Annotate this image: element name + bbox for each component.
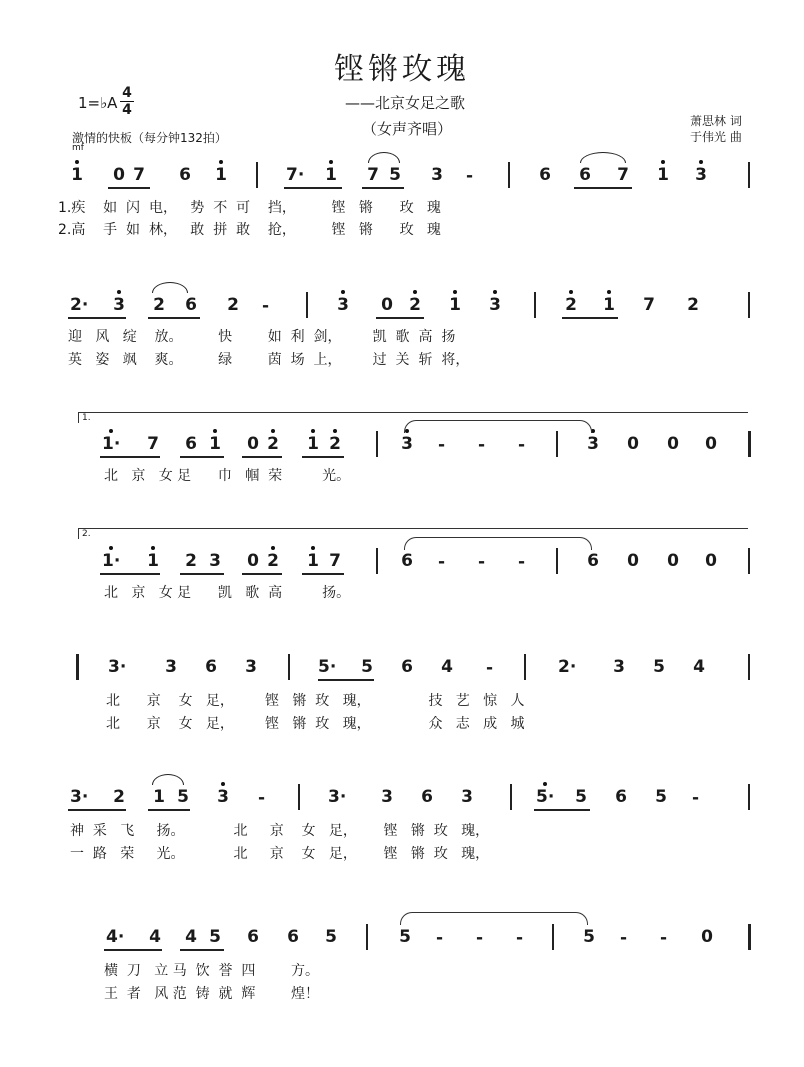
note: 2 <box>113 787 125 807</box>
note: 1 <box>71 165 83 185</box>
note: 4 <box>693 657 705 677</box>
note: 3 <box>461 787 473 807</box>
note: 6 <box>421 787 433 807</box>
beam-underline <box>148 809 190 811</box>
barline <box>534 292 536 318</box>
beam-underline <box>104 949 162 951</box>
barline <box>306 292 308 318</box>
note: 3· <box>108 657 127 677</box>
hold-dash: - <box>466 166 474 186</box>
note: 4 <box>149 927 161 947</box>
beam-underline <box>562 317 618 319</box>
octave-dot <box>221 782 225 786</box>
note: 5 <box>177 787 189 807</box>
key-signature: 1=♭A <box>78 94 118 112</box>
note: 3 <box>217 787 229 807</box>
note: 6 <box>179 165 191 185</box>
octave-dot <box>493 290 497 294</box>
hold-dash: - <box>258 788 266 808</box>
slur <box>152 282 188 293</box>
hold-dash: - <box>692 788 700 808</box>
barline <box>524 654 526 680</box>
note: 0 <box>705 434 717 454</box>
volta-2-bracket: 2. <box>78 528 748 539</box>
beam-underline <box>284 187 342 189</box>
note: 2 <box>329 434 341 454</box>
note: 0 <box>247 551 259 571</box>
lyric-line-7-verse-1: 横 刀 立 马 饮 誉 四 方。 <box>104 963 320 979</box>
note: 5 <box>653 657 665 677</box>
barline <box>510 784 512 810</box>
beam-underline <box>318 679 374 681</box>
note: 0 <box>705 551 717 571</box>
note: 1 <box>657 165 669 185</box>
hold-dash: - <box>476 928 484 948</box>
beam-underline <box>574 187 632 189</box>
lyric-line-6-verse-2: 一 路 荣 光。 北 京 女 足， 铿 锵 玫 瑰， <box>70 846 490 862</box>
note: 7 <box>133 165 145 185</box>
note: 3 <box>401 434 413 454</box>
note: 6 <box>205 657 217 677</box>
octave-dot <box>117 290 121 294</box>
note: 7 <box>367 165 379 185</box>
note: 0 <box>667 551 679 571</box>
octave-dot <box>219 160 223 164</box>
note: 0 <box>667 434 679 454</box>
barline <box>748 784 750 810</box>
beam-underline <box>100 456 160 458</box>
time-signature: 4 4 <box>120 86 134 117</box>
note: 3· <box>70 787 89 807</box>
beam-underline <box>68 809 126 811</box>
note: 1 <box>449 295 461 315</box>
note: 3 <box>587 434 599 454</box>
note: 5 <box>361 657 373 677</box>
final-repeat-bar <box>748 924 751 950</box>
note: 0 <box>113 165 125 185</box>
beam-underline <box>108 187 150 189</box>
note: 1 <box>603 295 615 315</box>
slur <box>152 774 184 785</box>
note: 2 <box>267 434 279 454</box>
hold-dash: - <box>660 928 668 948</box>
hold-dash: - <box>436 928 444 948</box>
octave-dot <box>661 160 665 164</box>
lyric-line-5-verse-1: 北 京 女 足， 铿 锵 玫 瑰， 技 艺 惊 人 <box>106 693 525 709</box>
beam-underline <box>362 187 404 189</box>
note: 0 <box>627 434 639 454</box>
barline <box>748 654 750 680</box>
note: 7 <box>617 165 629 185</box>
note: 7 <box>643 295 655 315</box>
barline <box>552 924 554 950</box>
lyric-line-5-verse-2: 北 京 女 足， 铿 锵 玫 瑰， 众 志 成 城 <box>106 716 525 732</box>
note: 5 <box>575 787 587 807</box>
hold-dash: - <box>518 435 526 455</box>
note: 3· <box>328 787 347 807</box>
note: 5 <box>325 927 337 947</box>
note: 6 <box>539 165 551 185</box>
note: 2 <box>687 295 699 315</box>
barline <box>556 548 558 574</box>
octave-dot <box>311 546 315 550</box>
barline <box>376 431 378 457</box>
octave-dot <box>341 290 345 294</box>
octave-dot <box>213 429 217 433</box>
note: 1 <box>325 165 337 185</box>
octave-dot <box>109 429 113 433</box>
hold-dash: - <box>262 296 270 316</box>
note: 3 <box>165 657 177 677</box>
barline <box>748 162 750 188</box>
lyricist-credit: 萧思林 词 <box>690 114 742 128</box>
note: 7 <box>329 551 341 571</box>
note: 3 <box>489 295 501 315</box>
octave-dot <box>271 546 275 550</box>
barline <box>256 162 258 188</box>
song-subtitle: ——北京女足之歌 <box>345 94 466 112</box>
note: 1· <box>102 551 121 571</box>
barline <box>376 548 378 574</box>
beam-underline <box>534 809 590 811</box>
hold-dash: - <box>438 552 446 572</box>
note: 6 <box>401 657 413 677</box>
octave-dot <box>413 290 417 294</box>
note: 3 <box>245 657 257 677</box>
beam-underline <box>302 573 344 575</box>
note: 2 <box>227 295 239 315</box>
note: 6 <box>587 551 599 571</box>
beam-underline <box>68 317 126 319</box>
note: 0 <box>627 551 639 571</box>
tie <box>400 912 588 925</box>
barline <box>748 292 750 318</box>
volta-1-bracket: 1. <box>78 412 748 423</box>
octave-dot <box>569 290 573 294</box>
note: 4· <box>106 927 125 947</box>
beam-underline <box>148 317 200 319</box>
beam-underline <box>302 456 344 458</box>
note: 5 <box>389 165 401 185</box>
beam-underline <box>180 949 224 951</box>
note: 1 <box>147 551 159 571</box>
note: 3 <box>113 295 125 315</box>
beam-underline <box>100 573 160 575</box>
note: 0 <box>381 295 393 315</box>
tempo-marking: 激情的快板（每分钟132拍） <box>72 131 227 145</box>
note: 2 <box>267 551 279 571</box>
start-repeat-bar <box>76 654 79 680</box>
octave-dot <box>607 290 611 294</box>
octave-dot <box>109 546 113 550</box>
note: 5· <box>318 657 337 677</box>
hold-dash: - <box>620 928 628 948</box>
lyric-line-4: 北 京 女 足 凯 歌 高 扬。 <box>104 585 351 601</box>
note: 6 <box>185 434 197 454</box>
lyric-line-1-verse-1: 1.疾 如 闪 电， 势 不 可 挡， 铿 锵 玫 瑰 <box>58 200 441 216</box>
note: 4 <box>185 927 197 947</box>
barline <box>298 784 300 810</box>
note: 2 <box>409 295 421 315</box>
note: 7 <box>147 434 159 454</box>
octave-dot <box>311 429 315 433</box>
slur <box>368 152 400 163</box>
lyric-line-2-verse-2: 英 姿 飒 爽。 绿 茵 场 上， 过 关 斩 将， <box>68 352 470 368</box>
hold-dash: - <box>478 435 486 455</box>
note: 5 <box>399 927 411 947</box>
final-repeat-bar <box>748 431 751 457</box>
performance-note: （女声齐唱） <box>362 120 453 138</box>
note: 2 <box>153 295 165 315</box>
note: 3 <box>381 787 393 807</box>
note: 1 <box>215 165 227 185</box>
note: 3 <box>209 551 221 571</box>
octave-dot <box>75 160 79 164</box>
hold-dash: - <box>516 928 524 948</box>
note: 1 <box>153 787 165 807</box>
note: 4 <box>441 657 453 677</box>
note: 5 <box>209 927 221 947</box>
composer-credit: 于伟光 曲 <box>690 130 742 144</box>
hold-dash: - <box>518 552 526 572</box>
note: 2· <box>558 657 577 677</box>
dynamic-marking: mf <box>72 143 84 153</box>
note: 2 <box>565 295 577 315</box>
barline <box>748 548 750 574</box>
note: 5 <box>655 787 667 807</box>
lyric-line-1-verse-2: 2.高 手 如 林， 敢 拼 敢 抢， 铿 锵 玫 瑰 <box>58 222 441 238</box>
barline <box>556 431 558 457</box>
octave-dot <box>329 160 333 164</box>
hold-dash: - <box>486 658 494 678</box>
hold-dash: - <box>438 435 446 455</box>
note: 2 <box>185 551 197 571</box>
beam-underline <box>376 317 424 319</box>
note: 0 <box>701 927 713 947</box>
lyric-line-2-verse-1: 迎 风 绽 放。 快 如 利 剑， 凯 歌 高 扬 <box>68 329 456 345</box>
beam-underline <box>242 573 282 575</box>
lyric-line-6-verse-1: 神 采 飞 扬。 北 京 女 足， 铿 锵 玫 瑰， <box>70 823 490 839</box>
note: 6 <box>247 927 259 947</box>
lyric-line-3: 北 京 女 足 巾 帼 荣 光。 <box>104 468 351 484</box>
note: 1· <box>102 434 121 454</box>
note: 6 <box>615 787 627 807</box>
note: 5· <box>536 787 555 807</box>
barline <box>366 924 368 950</box>
hold-dash: - <box>478 552 486 572</box>
octave-dot <box>543 782 547 786</box>
octave-dot <box>453 290 457 294</box>
lyric-line-7-verse-2: 王 者 风 范 铸 就 辉 煌！ <box>104 986 320 1002</box>
song-title: 铿锵玫瑰 <box>334 52 470 87</box>
octave-dot <box>271 429 275 433</box>
beam-underline <box>180 573 224 575</box>
note: 2· <box>70 295 89 315</box>
note: 0 <box>247 434 259 454</box>
note: 3 <box>613 657 625 677</box>
barline <box>288 654 290 680</box>
octave-dot <box>151 546 155 550</box>
note: 6 <box>579 165 591 185</box>
note: 6 <box>287 927 299 947</box>
note: 1 <box>307 551 319 571</box>
note: 6 <box>185 295 197 315</box>
beam-underline <box>180 456 224 458</box>
note: 3 <box>431 165 443 185</box>
note: 1 <box>307 434 319 454</box>
note: 3 <box>695 165 707 185</box>
slur <box>580 152 626 163</box>
barline <box>508 162 510 188</box>
note: 6 <box>401 551 413 571</box>
note: 1 <box>209 434 221 454</box>
note: 7· <box>286 165 305 185</box>
octave-dot <box>333 429 337 433</box>
beam-underline <box>242 456 282 458</box>
note: 3 <box>337 295 349 315</box>
note: 5 <box>583 927 595 947</box>
octave-dot <box>699 160 703 164</box>
